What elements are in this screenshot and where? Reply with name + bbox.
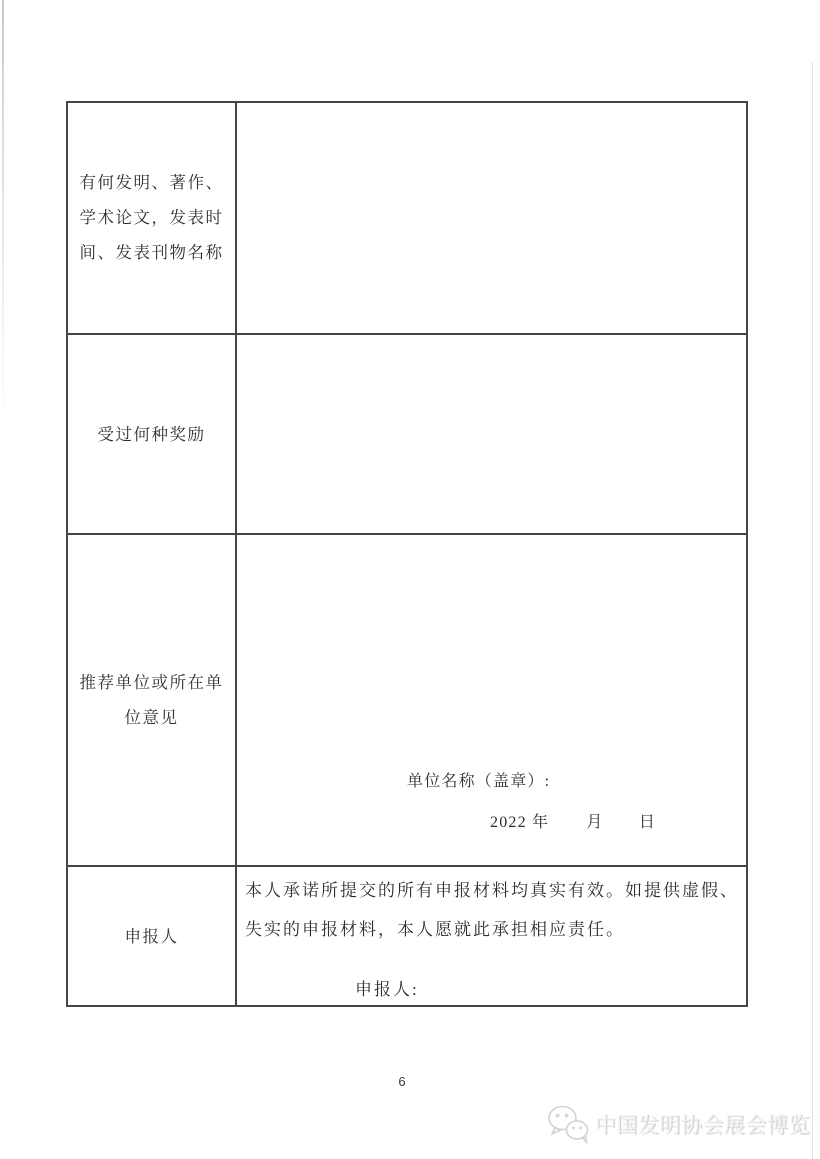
- row-label-line: 申报人: [124, 926, 179, 946]
- row-label-awards: [68, 335, 237, 534]
- date-day: 日: [638, 814, 657, 831]
- date-year: 2022 年: [490, 814, 550, 831]
- application-form-table: [66, 101, 748, 1007]
- scan-artifact-right-edge: [812, 62, 813, 1159]
- date-month: 月: [586, 814, 604, 831]
- wechat-logo-icon: [546, 1103, 590, 1145]
- applicant-signature-label: 申报人:: [355, 980, 419, 999]
- pledge-block: [237, 867, 747, 1005]
- pledge-text-line: 本人承诺所提交的所有申报材料均真实有效。如提供虚假、: [245, 881, 739, 900]
- row-label-line: 有何发明、著作、: [79, 173, 224, 193]
- watermark: [546, 1103, 810, 1145]
- row-label-line: 间、发表刊物名称: [79, 243, 224, 263]
- applicant-pledge-area: [237, 867, 747, 1005]
- table-row-publications: [68, 103, 746, 335]
- publications-input-area: [237, 103, 746, 333]
- row-label-line: 受过何种奖励: [97, 424, 206, 444]
- row-label-line: 位意见: [124, 708, 179, 728]
- table-row-awards: [68, 335, 746, 536]
- pledge-text-line: 失实的申报材料，本人愿就此承担相应责任。: [245, 920, 625, 939]
- unit-opinion-area: [237, 535, 746, 865]
- table-row-applicant: [68, 867, 746, 1005]
- table-row-unit-opinion: [68, 535, 746, 867]
- watermark-text: 中国发明协会展会博览: [595, 1114, 810, 1137]
- row-label-publications: [68, 103, 237, 333]
- unit-name-seal-label: 单位名称（盖章）:: [407, 773, 551, 790]
- date-line: [490, 802, 746, 843]
- seal-and-date-block: [237, 535, 746, 865]
- awards-input-area: [237, 335, 746, 534]
- page-number: 6: [398, 1074, 406, 1089]
- row-label-applicant: [68, 867, 237, 1005]
- row-label-unit-opinion: [68, 535, 237, 865]
- scan-artifact-left-edge: [2, 0, 4, 430]
- row-label-line: 学术论文，发表时: [79, 208, 224, 228]
- row-label-line: 推荐单位或所在单: [79, 673, 224, 693]
